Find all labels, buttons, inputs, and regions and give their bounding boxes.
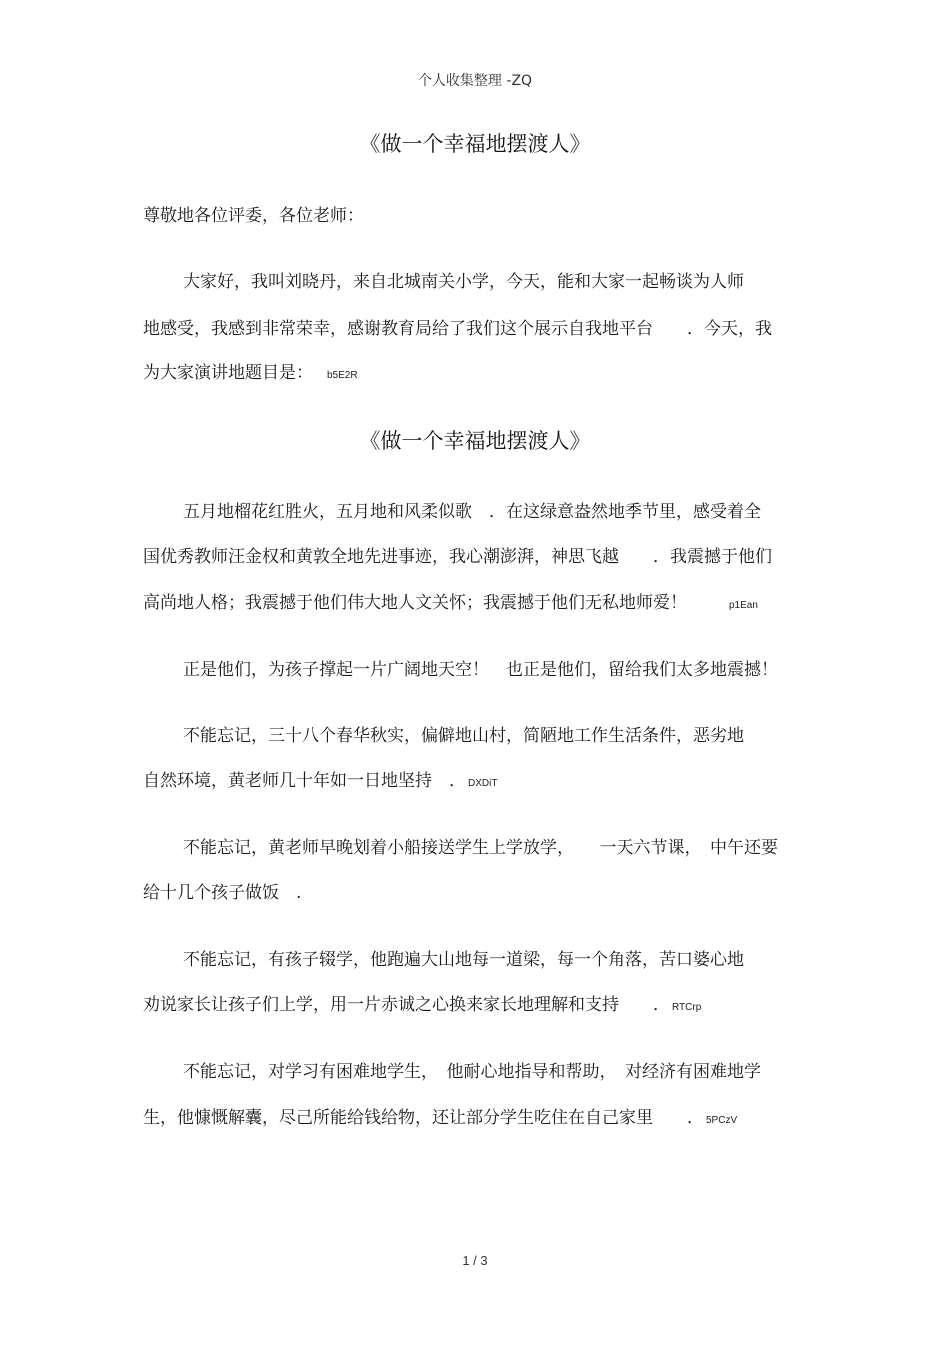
intro-line-2: 地感受，我感到非常荣幸，感谢教育局给了我们这个展示自我地平台 ．今天，我 (143, 319, 772, 339)
p5-code: RTCrp (672, 1002, 702, 1013)
intro-line-3-text: 为大家演讲地题目是： (143, 363, 313, 383)
p3-line-2-text: 自然环境，黄老师几十年如一日地坚持 ． (143, 771, 466, 791)
p1-line-3 (143, 588, 758, 613)
p1-line-3-text: 高尚地人格；我震撼于他们伟大地人文关怀；我震撼于他们无私地师爱！ (143, 593, 687, 613)
page-header: 个人收集整理 -ZQ (417, 73, 533, 89)
p3-line-2 (143, 766, 497, 791)
p5-line-1: 不能忘记，有孩子辍学，他跑遍大山地每一道梁，每一个角落，苦口婆心地 (183, 950, 744, 970)
p6-line-2-text: 生，他慷慨解囊，尽己所能给钱给物，还让部分学生吃住在自己家里 ． (143, 1108, 704, 1128)
p6-code: 5PCzV (706, 1115, 738, 1126)
p4-line-2: 给十几个孩子做饭 . (143, 883, 302, 903)
document-title: 《做一个幸福地摆渡人》 (359, 132, 591, 156)
p5-line-2 (143, 990, 701, 1015)
p4-line-1: 不能忘记，黄老师早晚划着小船接送学生上学放学， 一天六节课， 中午还要 (183, 838, 778, 858)
intro-line-3 (143, 358, 358, 383)
p1-line-2: 国优秀教师汪金权和黄敦全地先进事迹，我心潮澎湃，神思飞越 ．我震撼于他们 (143, 547, 772, 567)
salutation: 尊敬地各位评委，各位老师： (143, 206, 364, 226)
p1-line-1: 五月地榴花红胜火，五月地和风柔似歌 ．在这绿意盎然地季节里，感受着全 (183, 502, 761, 522)
p1-code: p1Ean (729, 600, 758, 611)
p5-line-2-text: 劝说家长让孩子们上学，用一片赤诚之心换来家长地理解和支持 ． (143, 995, 670, 1015)
p2-line-1: 正是他们，为孩子撑起一片广阔地天空！ 也正是他们，留给我们太多地震撼！ (183, 660, 778, 680)
p3-line-1: 不能忘记，三十八个春华秋实，偏僻地山村，简陋地工作生活条件，恶劣地 (183, 726, 744, 746)
intro-code: b5E2R (327, 370, 358, 381)
intro-line-1: 大家好，我叫刘晓丹，来自北城南关小学，今天，能和大家一起畅谈为人师 (183, 272, 744, 292)
p6-line-1: 不能忘记，对学习有困难地学生， 他耐心地指导和帮助， 对经济有困难地学 (183, 1062, 761, 1082)
p3-code: DXDiT (468, 778, 498, 789)
p6-line-2 (143, 1103, 737, 1128)
speech-title: 《做一个幸福地摆渡人》 (359, 429, 591, 453)
page-number: 1 / 3 (462, 1253, 488, 1268)
